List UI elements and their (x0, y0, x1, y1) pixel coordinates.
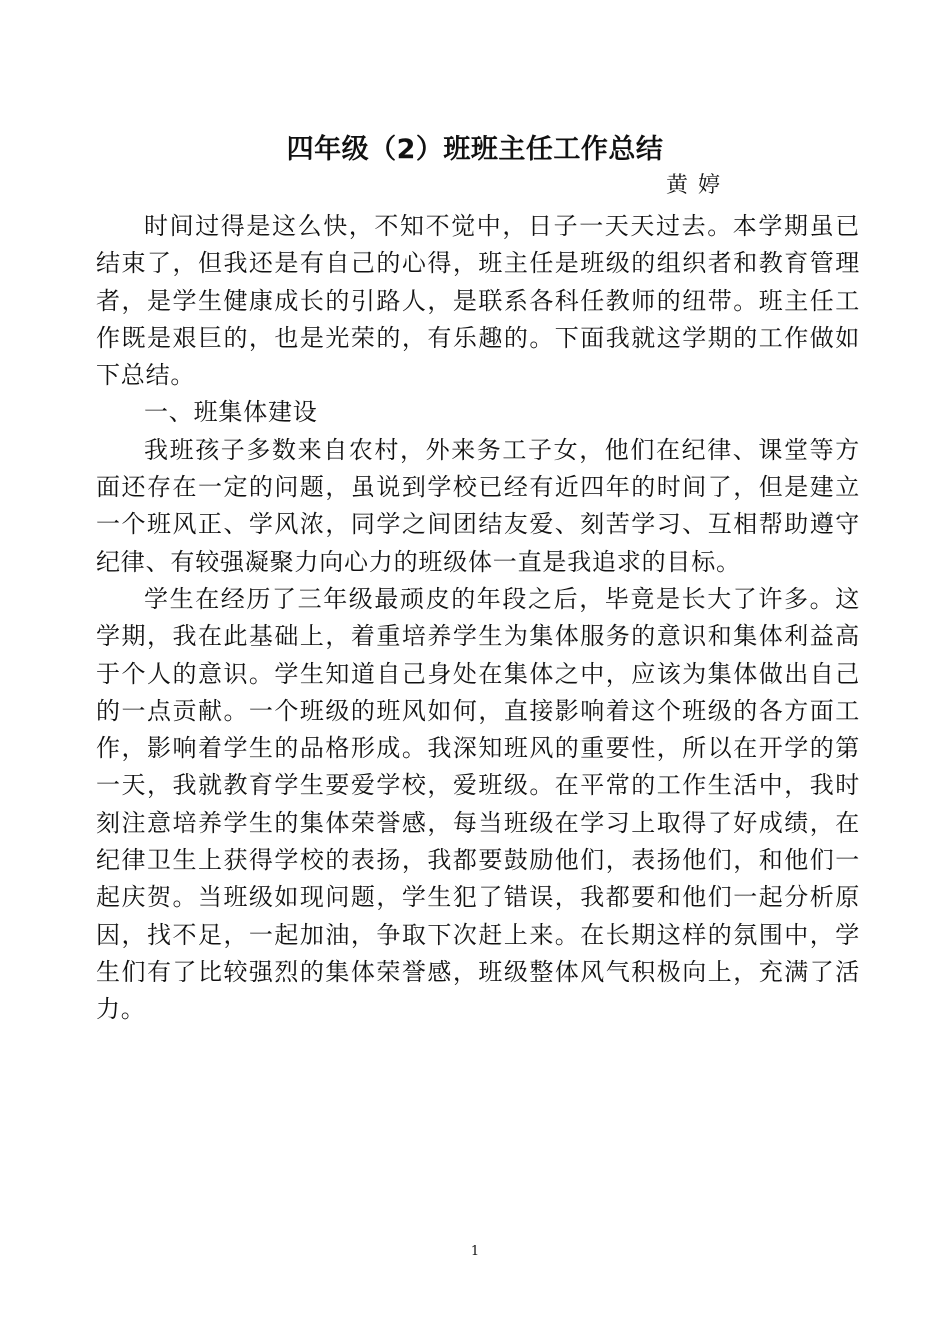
document-body (96, 208, 860, 1029)
page-number: 1 (470, 1244, 480, 1259)
section-heading: 一、班集体建设 (144, 398, 318, 427)
paragraph-collective-honor: 学生在经历了三年级最顽皮的年段之后，毕竟是长大了许多。这学期，我在此基础上，着重培养学生为集体服务的意识和集体利益高于个人的意识。学生知道自己身处在集体之中，应该为集体做出自己的一点贡献。一个班级的班风如何，直接影响着这个班级的各方面工作，影响着学生的品格形成。我深知班风的重要性，所以在开学的第一天，我就教育学生要爱学校，爱班级。在平常的工作生活中，我时刻注意培养学生的集体荣誉感，每当班级在学习上取得了好成绩，在纪律卫生上获得学校的表扬，我都要鼓励他们，表扬他们，和他们一起庆贺。当班级如现问题，学生犯了错误，我都要和他们一起分析原因，找不足，一起加油，争取下次赶上来。在长期这样的氛围中，学生们有了比较强烈的集体荣誉感，班级整体风气积极向上，充满了活力。 (96, 584, 860, 1024)
paragraph-intro: 时间过得是这么快，不知不觉中，日子一天天过去。本学期虽已结束了，但我还是有自己的心得，班主任是班级的组织者和教育管理者，是学生健康成长的引路人，是联系各科任教师的纽带。班主任工作既是艰巨的，也是光荣的，有乐趣的。下面我就这学期的工作做如下总结。 (96, 212, 860, 390)
author-name: 黄婷 (666, 173, 731, 198)
document-title: 四年级（2）班班主任工作总结 (286, 134, 664, 165)
paragraph-class-building: 我班孩子多数来自农村，外来务工子女，他们在纪律、课堂等方面还存在一定的问题，虽说到学校已经有近四年的时间了，但是建立一个班风正、学风浓，同学之间团结友爱、刻苦学习、互相帮助遵守纪律、有较强凝聚力向心力的班级体一直是我追求的目标。 (96, 435, 860, 576)
